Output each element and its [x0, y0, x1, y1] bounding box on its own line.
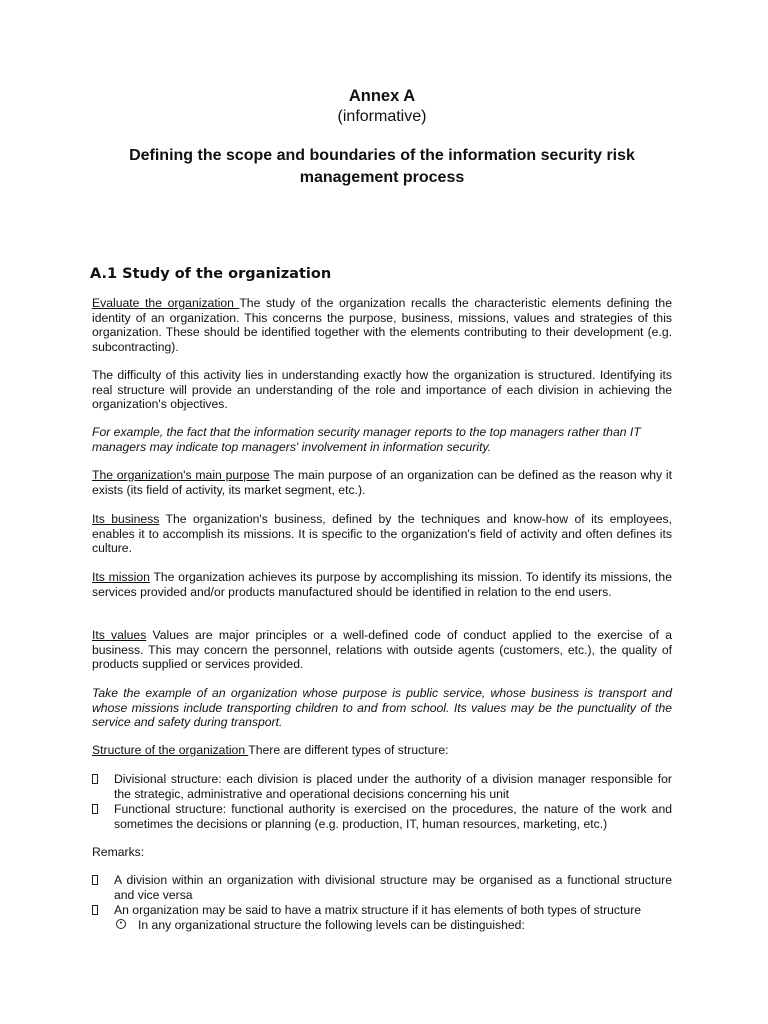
evaluate-paragraph	[92, 296, 672, 354]
circle-bullet-icon: •	[116, 919, 126, 929]
list-item-text: A division within an organization with divisional structure may be organised as a functional structure and vice versa	[114, 873, 672, 902]
purpose-text: The main purpose of an organization can be defined as the reason why it exists (its field of activity, its market segment, etc.).	[92, 468, 672, 497]
list-item-text: An organization may be said to have a matrix structure if it has elements of both types of structure	[114, 903, 642, 917]
list-item-text: Functional structure: functional authority is exercised on the procedures, the nature of the work and sometimes the decisions or planning (e.g. production, IT, human resources, marketing, etc.)	[114, 802, 672, 831]
list-item	[92, 772, 672, 801]
document-title: Defining the scope and boundaries of the information security risk management process	[129, 147, 635, 186]
values-paragraph	[92, 628, 672, 672]
mission-label: Its mission	[92, 570, 150, 584]
remarks-label: Remarks:	[92, 845, 145, 859]
difficulty-paragraph: The difficulty of this activity lies in understanding exactly how the organization is structured. Identifying its real structure will provide an understanding of the role and importance of each division in achieving the organization's objectives.	[92, 368, 672, 412]
evaluate-text: The study of the organization recalls the characteristic elements defining the identity of an organization. This concerns the purpose, business, missions, values and strategies of this organization. These should be identified together with the elements contributing to their development (e.g. subcontracting).	[92, 296, 672, 354]
bullet-box-icon	[92, 804, 98, 814]
business-paragraph	[92, 512, 672, 556]
bullet-box-icon	[92, 774, 98, 784]
purpose-label: The organization's main purpose	[92, 468, 270, 482]
business-label: Its business	[92, 512, 160, 526]
values-label: Its values	[92, 628, 147, 642]
bullet-box-icon	[92, 905, 98, 915]
business-text: The organization's business, defined by the techniques and know-how of its employees, enables it to accomplish its missions. It is specific to the organization's field of activity and often defines its culture.	[92, 512, 672, 556]
purpose-paragraph	[92, 468, 672, 497]
list-item	[92, 873, 672, 902]
mission-text: The organization achieves its purpose by accomplishing its mission. To identify its missions, the services provided and/or products manufactured should be identified in relation to the end users.	[92, 570, 672, 599]
example2-paragraph: Take the example of an organization whose purpose is public service, whose business is transport and whose missions include transporting children to and from school. Its values may be the punctuality of the service and safety during transport.	[92, 686, 672, 730]
structure-paragraph	[92, 743, 672, 758]
structure-label: Structure of the organization	[92, 743, 249, 757]
list-item-text: Divisional structure: each division is placed under the authority of a division manager responsible for the strategic, administrative and operational decisions concerning his unit	[114, 772, 672, 801]
bullet-box-icon	[92, 875, 98, 885]
list-item	[92, 802, 672, 831]
mission-paragraph	[92, 570, 672, 599]
sub-list-item-text: In any organizational structure the following levels can be distinguished:	[138, 918, 525, 932]
structure-text: There are different types of structure:	[248, 743, 449, 757]
section-heading: A.1 Study of the organization	[90, 266, 332, 282]
example-paragraph: For example, the fact that the information security manager reports to the top managers rather than IT managers may indicate top managers' involvement in information security.	[92, 425, 641, 454]
sub-list-item	[116, 918, 672, 933]
list-item	[92, 903, 672, 918]
evaluate-label: Evaluate the organization	[92, 296, 240, 310]
annex-informative-label: (informative)	[337, 108, 427, 125]
annex-heading: Annex A	[348, 87, 416, 105]
values-text: Values are major principles or a well-defined code of conduct applied to the exercise of a business. This may concern the personnel, relations with outside agents (customers, etc.), the quality of products supplied or services provided.	[92, 628, 672, 672]
